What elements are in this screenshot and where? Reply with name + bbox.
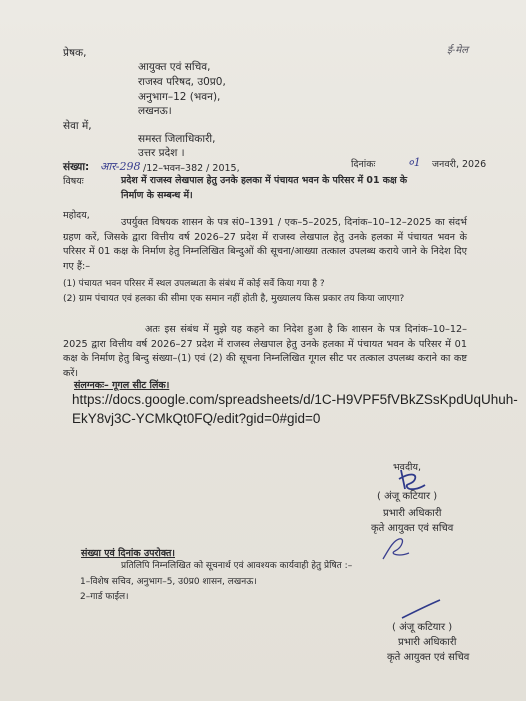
body-point-1: (1) पंचायत भवन परिसर में स्थल उपलब्धता के संबंध में कोई सर्वे किया गया है ? [63, 279, 325, 289]
sender-label: प्रेषक, [63, 47, 87, 59]
body-point-2: (2) ग्राम पंचायत एवं हलका की सीमा एक समान नहीं होती है, मुख्यालय किस प्रकार तय किया जाएगा? [63, 293, 405, 304]
attachment-label: संलग्नकः– गूगल सीट लिंक। [74, 380, 170, 391]
date-rest: जनवरी, 2026 [432, 159, 487, 170]
subject-line-2: निर्माण के सम्बन्ध में। [121, 190, 193, 201]
recipient-line-1: समस्त जिलाधिकारी, [138, 133, 216, 145]
signature2-designation: प्रभारी अधिकारी [398, 637, 457, 648]
signature2-name: ( अंजू कटियार ) [392, 622, 453, 633]
subject-label: विषयः [63, 176, 84, 187]
google-sheet-link-line-2[interactable]: EkY8vj3C-YCMkQt0FQ/edit?gid=0#gid=0 [72, 411, 321, 426]
recipient-label: सेवा में, [63, 120, 92, 132]
date-label: दिनांकः [351, 159, 376, 170]
sender-line-1: आयुक्त एवं सचिव, [138, 61, 211, 73]
sender-line-3: अनुभाग–12 (भवन), [138, 91, 221, 103]
ref-handwritten-number: आर-298 [100, 160, 141, 173]
copy-heading: संख्या एवं दिनांक उपरोक्त। [81, 548, 175, 559]
closing: भवदीय, [393, 462, 421, 473]
subject-line-1: प्रदेश में राजस्व लेखपाल हेतु उनके हलका में पंचायत भवन के परिसर में 01 कक्ष के [121, 175, 408, 186]
recipient-line-2: उत्तर प्रदेश । [138, 147, 185, 159]
ref-number: /12–भवन–382 / 2015, [143, 163, 240, 174]
signature1-name: ( अंजू कटियार ) [377, 491, 438, 502]
body-paragraph-1: उपर्युक्त विषयक शासन के पत्र सं0–1391 / एक–5–2025, दिनांक–10–12–2025 का संदर्भ ग्रहण करें, जिसके द्वारा वित्तीय वर्ष 2026–27 प्रदेश में राजस्व लेखपाल हेतु उनके हलका में पंचायत भवन के परिसर में 01 कक्ष के निर्माण हेतु निम्नलिखित बिन्दुओं की सूचना/आख्या तत्काल उपलब्ध कराये जाने के निदेश दिए गए हैं:– [63, 217, 467, 272]
email-mark: ई-मेल [447, 45, 469, 56]
salutation: महोदय, [63, 210, 90, 221]
copy-item-1: 1–विशेष सचिव, अनुभाग–5, उ0प्र0 शासन, लखनऊ। [80, 577, 257, 587]
sender-line-4: लखनऊ। [138, 105, 172, 117]
signature1-for: कृते आयुक्त एवं सचिव [371, 523, 454, 534]
copy-item-2: 2–गार्ड फाईल। [80, 592, 129, 602]
ref-label: संख्या: [63, 161, 90, 173]
body-paragraph-2: अतः इस संबंध में मुझे यह कहने का निदेश हुआ है कि शासन के पत्र दिनांक–10–12–2025 द्वारा वित्तीय वर्ष 2026–27 प्रदेश में राजस्व लेखपाल हेतु उनके हलका में पंचायत भवन के परिसर में 01 कक्ष के निर्माण हेतु बिन्दु संख्या–(1) एवं (2) की सूचना निम्नलिखित गूगल सीट पर तत्काल उपलब्ध कराने का कष्ट करें। [63, 324, 467, 379]
copy-scribble [379, 533, 413, 563]
copy-intro: प्रतिलिपि निम्नलिखित को सूचनार्थ एवं आवश्यक कार्यवाही हेतु प्रेषित :– [121, 561, 353, 571]
sender-line-2: राजस्व परिषद, उ0प्र0, [138, 76, 226, 88]
signature2-for: कृते आयुक्त एवं सचिव [387, 652, 470, 663]
google-sheet-link-line-1[interactable]: https://docs.google.com/spreadsheets/d/1C-H9VPF5fVBkZSsKpdUqUhuh- [72, 392, 518, 407]
date-handwritten: ०1 [408, 156, 421, 169]
signature1-designation: प्रभारी अधिकारी [383, 508, 442, 519]
